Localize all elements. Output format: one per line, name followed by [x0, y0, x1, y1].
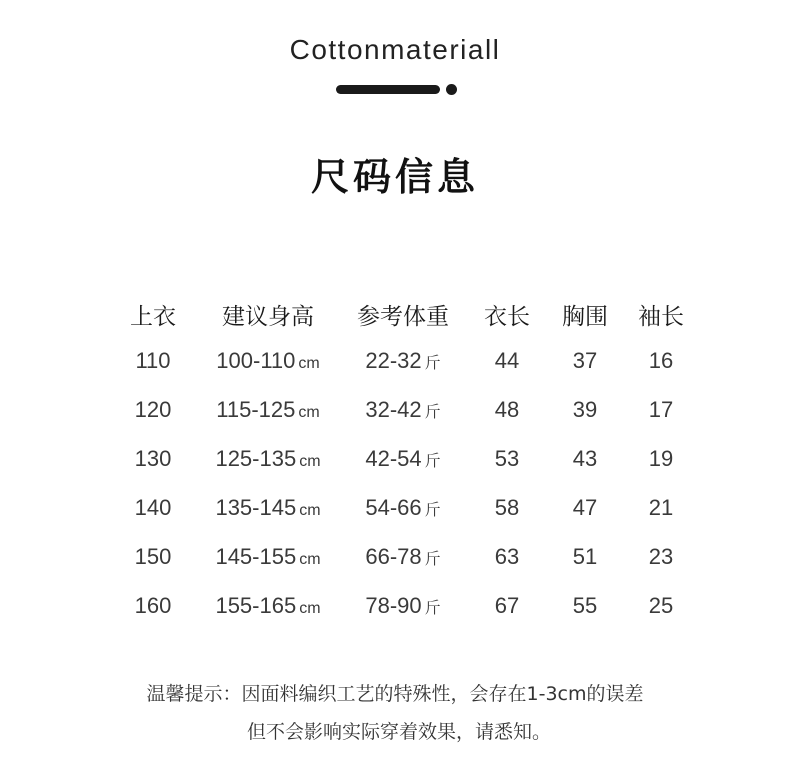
weight-unit: 斤 — [424, 403, 441, 421]
height-unit: cm — [299, 599, 321, 617]
height-value: 145-155 — [215, 543, 297, 569]
cell-weight — [338, 532, 468, 581]
weight-unit: 斤 — [424, 452, 441, 470]
table-row — [108, 385, 698, 434]
cell-sleeve: 19 — [648, 445, 674, 471]
height-unit: cm — [299, 550, 321, 568]
divider-bar — [336, 85, 440, 94]
cell-sleeve: 17 — [648, 396, 674, 422]
cell-weight — [338, 336, 468, 385]
header-sleeve: 袖长 — [638, 303, 684, 330]
cell-size: 160 — [134, 592, 172, 618]
height-value: 115-125 — [216, 396, 296, 422]
cell-weight — [338, 581, 468, 630]
weight-unit: 斤 — [424, 599, 441, 617]
weight-value: 32-42 — [365, 396, 422, 422]
cell-size: 110 — [135, 347, 171, 373]
height-value: 100-110 — [216, 347, 296, 373]
table-row — [108, 434, 698, 483]
weight-value: 22-32 — [365, 347, 422, 373]
weight-value: 66-78 — [365, 543, 422, 569]
height-unit: cm — [299, 452, 321, 470]
header-height: 建议身高 — [222, 303, 314, 330]
notice-line-1: 温馨提示：因面料编织工艺的特殊性，会存在1-3cm的误差 — [146, 683, 644, 705]
header-weight: 参考体重 — [357, 303, 449, 330]
height-value: 155-165 — [215, 592, 297, 618]
cell-length: 44 — [494, 347, 520, 373]
height-unit: cm — [299, 501, 321, 519]
weight-unit: 斤 — [424, 550, 441, 568]
cell-chest: 37 — [572, 347, 598, 373]
height-value: 125-135 — [215, 445, 297, 471]
cell-chest: 39 — [572, 396, 598, 422]
weight-value: 42-54 — [365, 445, 422, 471]
cell-weight — [338, 483, 468, 532]
notice-line-2: 但不会影响实际穿着效果，请悉知。 — [246, 721, 551, 743]
cell-chest: 47 — [572, 494, 598, 520]
table-row — [108, 336, 698, 385]
cell-sleeve: 23 — [648, 543, 674, 569]
weight-unit: 斤 — [424, 501, 441, 519]
header-chest: 胸围 — [562, 303, 608, 330]
table-header-row — [108, 292, 698, 336]
height-unit: cm — [298, 403, 320, 421]
cell-length: 67 — [494, 592, 520, 618]
cell-length: 58 — [494, 494, 520, 520]
cell-height — [198, 483, 338, 532]
size-table — [108, 292, 698, 630]
table-row — [108, 581, 698, 630]
cell-chest: 51 — [572, 543, 598, 569]
cell-sleeve: 21 — [648, 494, 674, 520]
cell-chest: 43 — [572, 445, 598, 471]
cell-size: 140 — [134, 494, 172, 520]
cell-length: 48 — [494, 396, 520, 422]
page-title: 尺码信息 — [310, 155, 479, 199]
cell-sleeve: 25 — [648, 592, 674, 618]
cell-size: 130 — [134, 445, 172, 471]
weight-value: 78-90 — [365, 592, 422, 618]
cell-height — [198, 434, 338, 483]
cell-length: 53 — [494, 445, 520, 471]
cell-weight — [338, 385, 468, 434]
cell-height — [198, 581, 338, 630]
weight-unit: 斤 — [424, 354, 441, 372]
brand-name: Cottonmateriall — [289, 34, 501, 65]
cell-length: 63 — [494, 543, 520, 569]
cell-size: 150 — [134, 543, 172, 569]
cell-sleeve: 16 — [648, 347, 674, 373]
divider-dot — [446, 84, 457, 95]
table-row — [108, 483, 698, 532]
height-unit: cm — [298, 354, 320, 372]
weight-value: 54-66 — [365, 494, 422, 520]
header-length: 衣长 — [484, 303, 530, 330]
height-value: 135-145 — [215, 494, 297, 520]
cell-height — [198, 532, 338, 581]
decorative-divider — [336, 84, 460, 96]
cell-chest: 55 — [572, 592, 598, 618]
cell-height — [198, 385, 338, 434]
cell-size: 120 — [134, 396, 172, 422]
cell-height — [198, 336, 338, 385]
header-size: 上衣 — [130, 303, 176, 330]
table-row — [108, 532, 698, 581]
cell-weight — [338, 434, 468, 483]
